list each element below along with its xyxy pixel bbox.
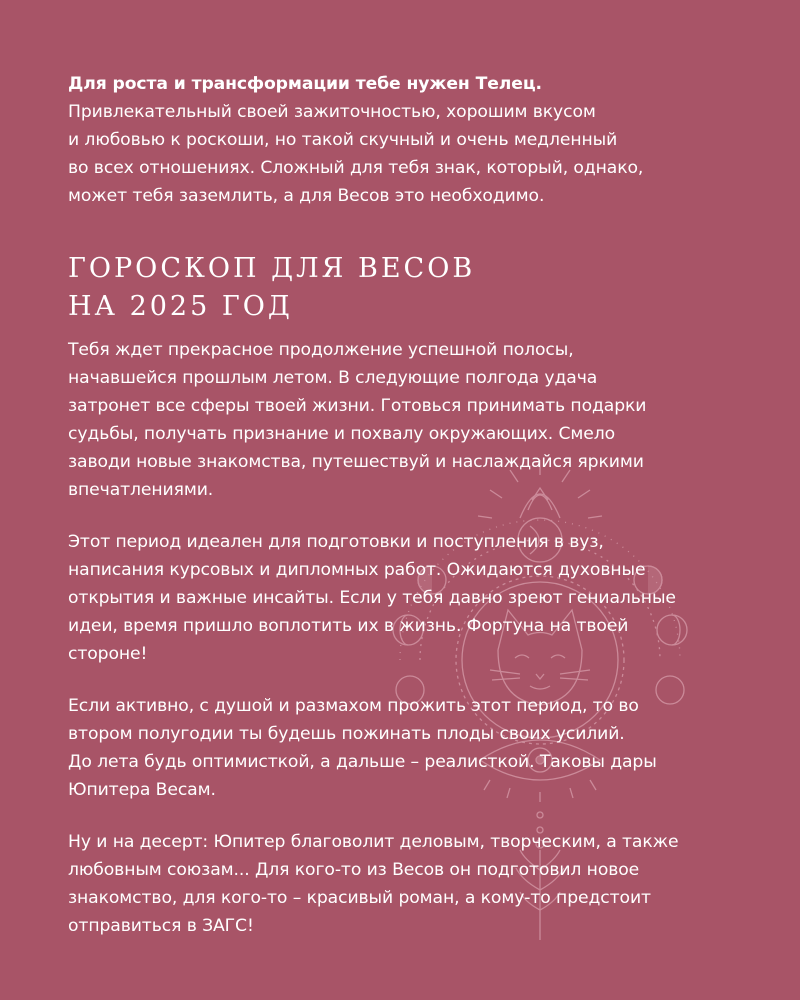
- intro-paragraph: [68, 70, 748, 210]
- paragraph-3: Если активно, с душой и размахом прожить этот период, то во втором полугодии ты будешь пожинать плоды своих усилий. До лета будь оптимисткой, а дальше – реалисткой. Таковы дары Юпитера Весам.: [68, 696, 657, 800]
- paragraph-2: Этот период идеален для подготовки и поступления в вуз, написания курсовых и дипломных работ. Ожидаются духовные открытия и важные инсайты. Если у тебя давно зреют гениальные идеи, время пришло воплотить их в жизнь. Фортуна на твоей стороне!: [68, 532, 676, 664]
- paragraph-1: Тебя ждет прекрасное продолжение успешной полосы, начавшейся прошлым летом. В следующие полгода удача затронет все сферы твоей жизни. Готовься принимать подарки судьбы, получать признание и похвалу окружающих. Смело заводи новые знакомства, путешествуй и наслаждайся яркими впечатлениями.: [68, 340, 647, 500]
- paragraph-4: Ну и на десерт: Юпитер благоволит деловым, творческим, а также любовным союзам... Для кого-то из Весов он подготовил новое знакомство, для кого-то – красивый роман, а кому-то предстоит отправиться в ЗАГС!: [68, 832, 679, 936]
- intro-text: Привлекательный своей зажиточностью, хорошим вкусом и любовью к роскоши, но такой скучный и очень медленный во всех отношениях. Сложный для тебя знак, который, однако, может тебя заземлить, а для Весов это необходимо.: [68, 102, 644, 206]
- intro-bold-line: Для роста и трансформации тебе нужен Телец.: [68, 74, 542, 94]
- page-content: [68, 70, 748, 940]
- section-heading: ГОРОСКОП ДЛЯ ВЕСОВ НА 2025 ГОД: [68, 253, 476, 322]
